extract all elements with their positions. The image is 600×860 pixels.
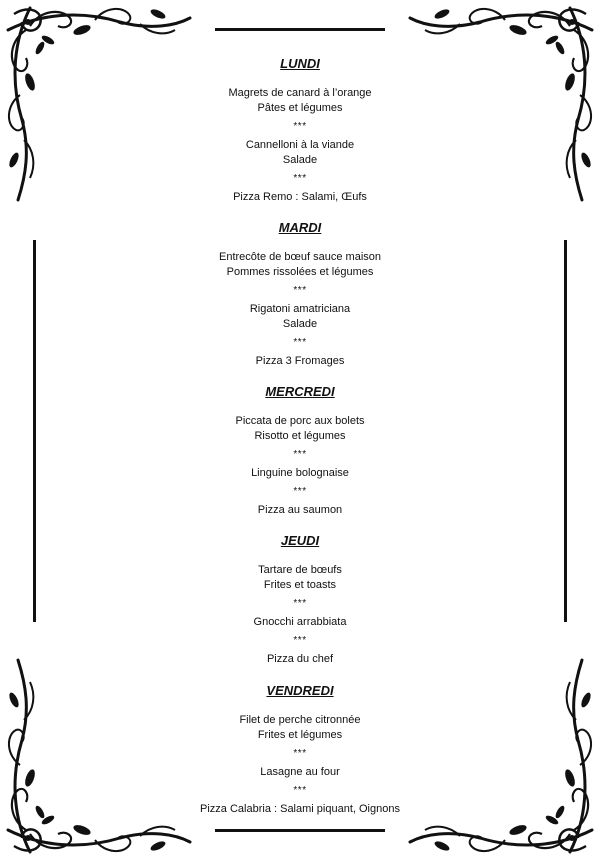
day-title: MARDI (278, 220, 322, 235)
dish-line: Lasagne au four (260, 766, 340, 778)
dish-line: Pizza Remo : Salami, Œufs (233, 191, 367, 203)
dish-line: Frites et légumes (257, 729, 343, 741)
dish-line: Pizza du chef (266, 653, 334, 665)
dish-line: Salade (282, 154, 318, 166)
day-title: MERCREDI (265, 384, 335, 399)
dish-line: Rigatoni amatriciana (249, 303, 351, 315)
separator: *** (293, 285, 307, 296)
day-title: JEUDI (280, 533, 320, 548)
separator: *** (293, 785, 307, 796)
day-title: VENDREDI (266, 683, 334, 698)
separator: *** (293, 598, 307, 609)
dish-line: Magrets de canard à l’orange (228, 87, 372, 99)
separator: *** (293, 486, 307, 497)
dish-line: Pizza au saumon (257, 504, 343, 516)
day-section-lundi (60, 56, 540, 205)
separator: *** (293, 121, 307, 132)
day-section-jeudi (60, 533, 540, 667)
dish-line: Pommes rissolées et légumes (226, 266, 374, 278)
day-section-mercredi (60, 384, 540, 518)
dish-line: Gnocchi arrabbiata (253, 616, 347, 628)
dish-line: Frites et toasts (263, 579, 337, 591)
dish-line: Pizza 3 Fromages (255, 355, 345, 367)
dish-line: Pizza Calabria : Salami piquant, Oignons (200, 803, 400, 815)
dish-line: Entrecôte de bœuf sauce maison (218, 251, 382, 263)
separator: *** (293, 173, 307, 184)
dish-line: Cannelloni à la viande (245, 139, 355, 151)
separator: *** (293, 337, 307, 348)
dish-line: Pâtes et légumes (257, 102, 343, 114)
dish-line: Risotto et légumes (254, 430, 346, 442)
dish-line: Linguine bolognaise (251, 467, 349, 479)
left-bar (33, 240, 36, 622)
day-title: LUNDI (280, 56, 320, 71)
dish-line: Salade (282, 318, 318, 330)
dish-line: Filet de perche citronnée (239, 714, 361, 726)
separator: *** (293, 748, 307, 759)
day-section-vendredi (60, 683, 540, 817)
separator: *** (293, 449, 307, 460)
dish-line: Piccata de porc aux bolets (235, 415, 365, 427)
right-bar (564, 240, 567, 622)
menu-content (60, 0, 540, 860)
dish-line: Tartare de bœufs (258, 564, 342, 576)
separator: *** (293, 635, 307, 646)
day-section-mardi (60, 220, 540, 369)
